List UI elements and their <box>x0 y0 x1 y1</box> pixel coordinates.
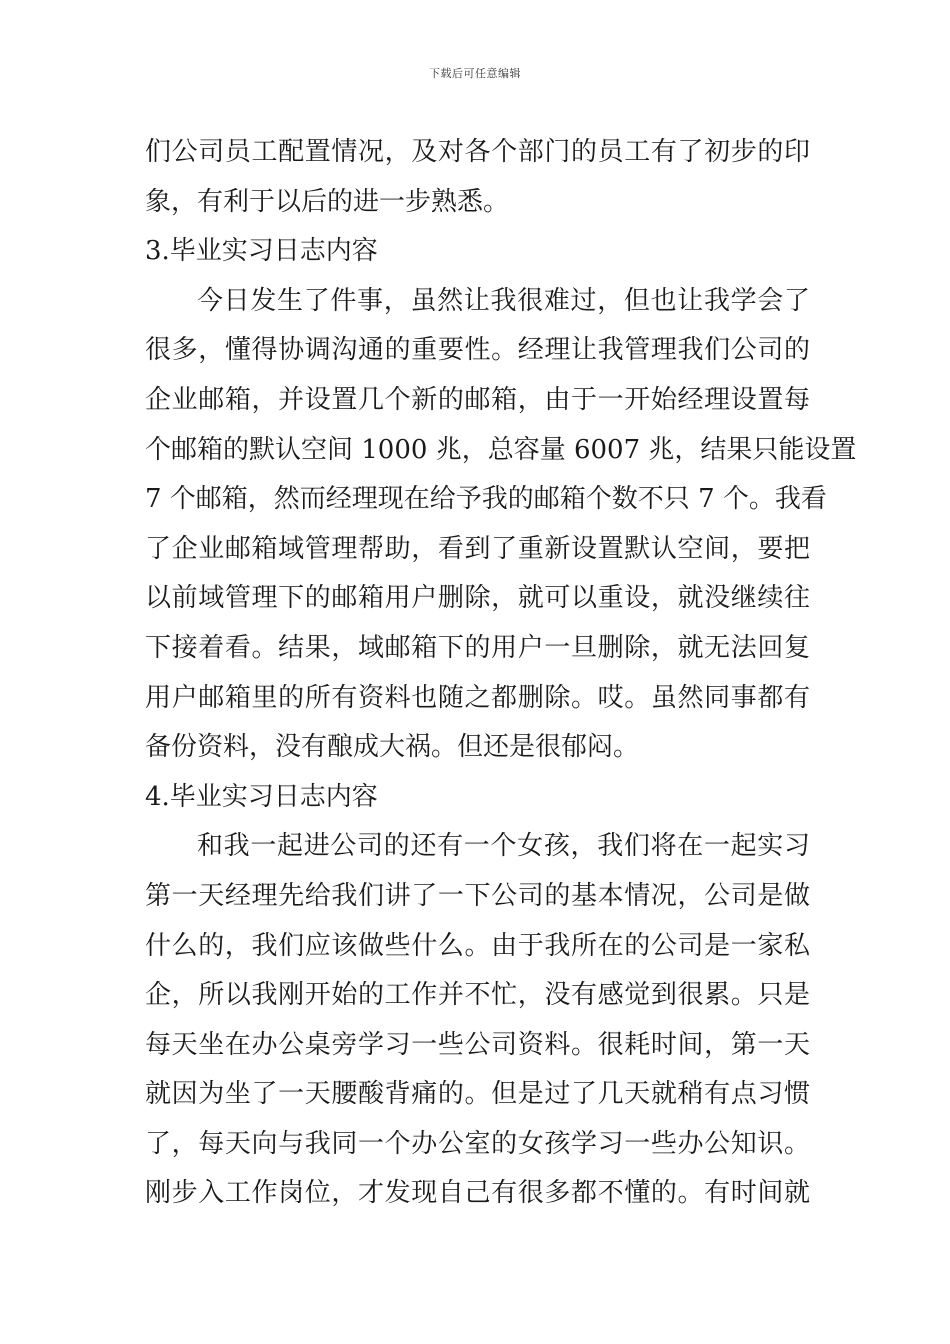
text-line: 个邮箱的默认空间 1000 兆，总容量 6007 兆，结果只能设置 <box>145 434 857 465</box>
text-line: 们公司员工配置情况，及对各个部门的员工有了初步的印 <box>145 137 810 167</box>
header-note: 下载后可任意编辑 <box>429 67 521 80</box>
text-line: 企，所以我刚开始的工作并不忙，没有感觉到很累。只是 <box>145 980 810 1011</box>
text-line: 每天坐在办公桌旁学习一些公司资料。很耗时间，第一天 <box>145 1029 810 1060</box>
text-line: 7 个邮箱，然而经理现在给予我的邮箱个数不只 7 个。我看 <box>145 484 827 515</box>
text-line: 3.毕业实习日志内容 <box>145 236 378 267</box>
text-line: 备份资料，没有酿成大祸。但还是很郁闷。 <box>145 732 640 763</box>
text-line: 4.毕业实习日志内容 <box>145 781 378 812</box>
text-line: 象，有利于以后的进一步熟悉。 <box>145 186 510 217</box>
document-body <box>145 128 857 1219</box>
text-line: 和我一起进公司的还有一个女孩，我们将在一起实习 <box>197 831 810 862</box>
text-line: 下接着看。结果，域邮箱下的用户一旦删除，就无法回复 <box>145 632 810 663</box>
text-line: 什么的，我们应该做些什么。由于我所在的公司是一家私 <box>145 930 810 961</box>
text-line: 用户邮箱里的所有资料也随之都删除。哎。虽然同事都有 <box>145 682 810 713</box>
text-line: 了，每天向与我同一个办公室的女孩学习一些办公知识。 <box>145 1128 810 1159</box>
text-line: 以前域管理下的邮箱用户删除，就可以重设，就没继续往 <box>145 583 810 614</box>
text-line: 很多，懂得协调沟通的重要性。经理让我管理我们公司的 <box>145 335 810 366</box>
text-line: 第一天经理先给我们讲了一下公司的基本情况，公司是做 <box>145 880 810 911</box>
text-line: 了企业邮箱域管理帮助，看到了重新设置默认空间，要把 <box>145 533 810 564</box>
text-line: 刚步入工作岗位，才发现自己有很多都不懂的。有时间就 <box>145 1178 810 1209</box>
text-line: 就因为坐了一天腰酸背痛的。但是过了几天就稍有点习惯 <box>145 1079 810 1110</box>
text-line: 企业邮箱，并设置几个新的邮箱，由于一开始经理设置每 <box>145 384 810 415</box>
text-line: 今日发生了件事，虽然让我很难过，但也让我学会了 <box>197 285 810 316</box>
